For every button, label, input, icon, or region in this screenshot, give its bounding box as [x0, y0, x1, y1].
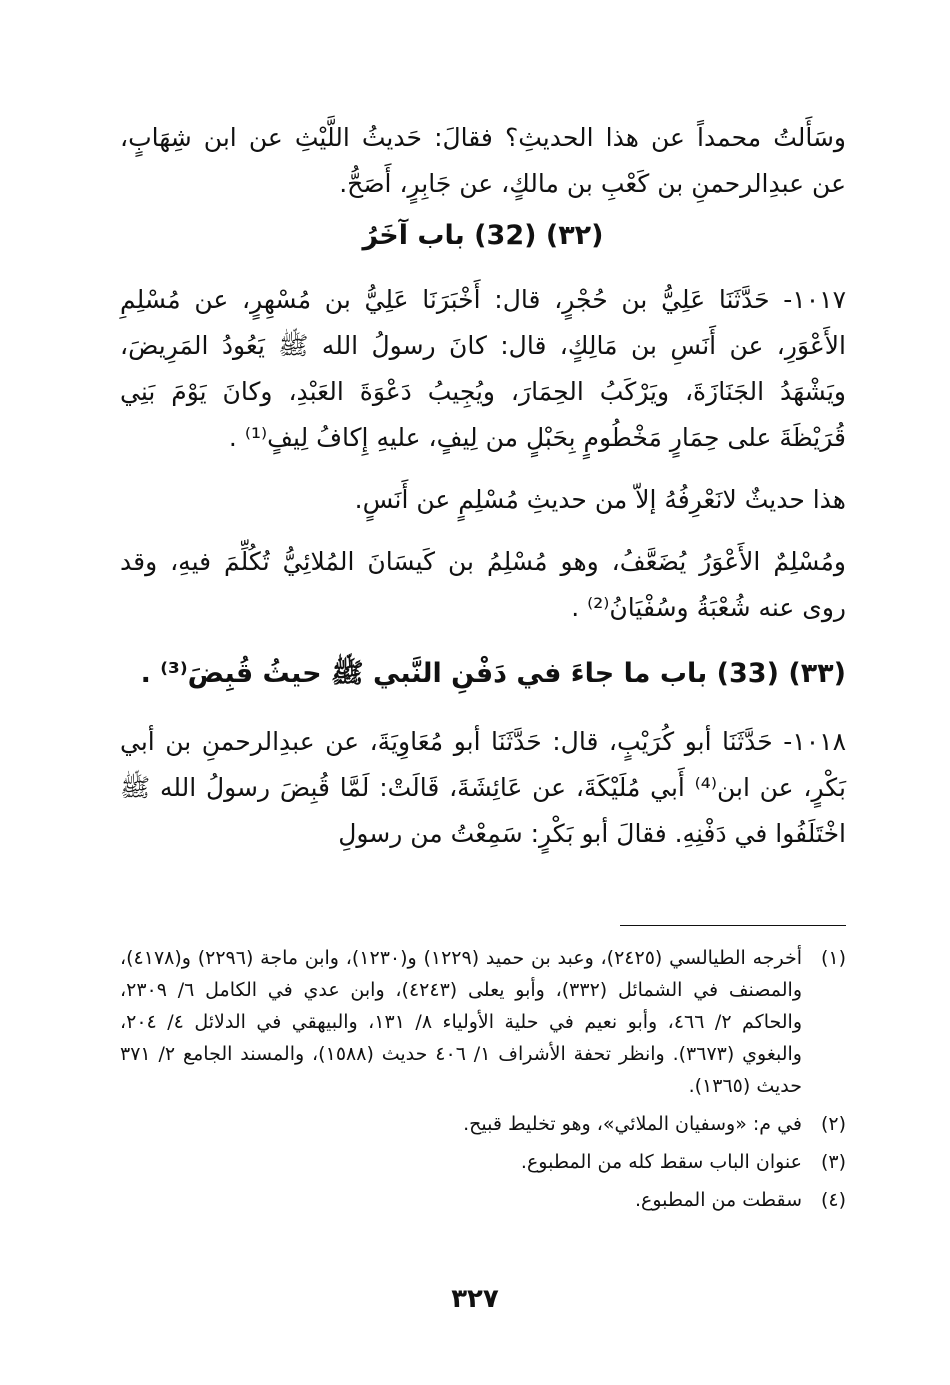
- footnote-number: (١): [820, 947, 846, 969]
- intro-paragraph: وسَأَلتُ محمداً عن هذا الحديثِ؟ فقالَ: حَديثُ اللَّيْثِ عن ابن شِهَابٍ، عن عبدِالرحمنِ بن كَعْبِ بن مالكٍ، عن جَابِرٍ، أَصَحُّ.: [120, 123, 846, 198]
- footnote-number: (٢): [820, 1113, 846, 1135]
- footnote-text: في م: «وسفيان الملائي»، وهو تخليط قبيح.: [463, 1113, 802, 1135]
- comment-paragraph-2: ومُسْلِمٌ الأَعْوَرُ يُضَعَّفُ، وهو مُسْلِمُ بن كَيسَانَ المُلائِيُّ تُكُلِّمَ فيهِ، وقد روى عنه شُعْبَةُ وسُفْيَانُ⁽²⁾ .: [120, 547, 846, 622]
- footnote: [120, 1108, 846, 1140]
- footnote: [120, 942, 846, 1102]
- comment-paragraph-1: هذا حديثٌ لانَعْرِفُهُ إلاّ من حديثِ مُسْلِمٍ عن أَنَسٍ.: [354, 485, 846, 514]
- chapter-heading-33: (٣٣) (33) باب ما جاءَ في دَفْنِ النَّبي ﷺ حيثُ قُبِضَ⁽³⁾ .: [140, 658, 846, 689]
- page-body: [120, 115, 846, 857]
- footnote-text: أخرجه الطيالسي (٢٤٢٥)، وعبد بن حميد (١٢٢٩) و(١٢٣٠)، وابن ماجة (٢٢٩٦) و(٤١٧٨)، والمصنف في الشمائل (٣٣٢)، وأبو يعلى (٤٢٤٣)، وابن عدي في الكامل ٦/ ٢٣٠٩، والحاكم ٢/ ٤٦٦، وأبو نعيم في حلية الأولياء ٨/ ١٣١، والبيهقي في الدلائل ٤/ ٢٠٤، والبغوي (٣٦٧٣). وانظر تحفة الأشراف ١/ ٤٠٦ حديث (١٥٨٨)، والمسند الجامع ٢/ ٣٧١ حديث (١٣٦٥).: [120, 947, 803, 1097]
- footnote-number: (٣): [820, 1151, 846, 1173]
- footnote: [120, 1184, 846, 1216]
- footnotes: [120, 942, 846, 1222]
- hadith-1017: ١٠١٧- حَدَّثَنَا عَلِيُّ بن حُجْرٍ، قال: أَخْبَرَنَا عَلِيُّ بن مُسْهِرٍ، عن مُسْلِمِ الأَعْوَرِ، عن أَنَسِ بن مَالِكٍ، قال: كانَ رسولُ الله ﷺ يَعُودُ المَرِيضَ، ويَشْهَدُ الجَنَازَةَ، ويَرْكَبُ الحِمَارَ، ويُجِيبُ دَعْوَةَ العَبْدِ، وكانَ يَوْمَ بَنِي قُرَيْظَةَ على حِمَارٍ مَخْطُومٍ بِحَبْلٍ من لِيفٍ، عليهِ إِكافُ لِيفٍ⁽¹⁾ .: [120, 285, 846, 452]
- hadith-1018: ١٠١٨- حَدَّثَنَا أبو كُرَيْبٍ، قال: حَدَّثَنَا أبو مُعَاوِيَةَ، عن عبدِالرحمنِ بن أبي بَكْرٍ، عن ابن⁽⁴⁾ أَبي مُلَيْكَةَ، عن عَائِشَةَ، قَالَتْ: لَمَّا قُبِضَ رسولُ الله ﷺ اخْتَلَفُوا في دَفْنِهِ. فقالَ أبو بَكْرٍ: سَمِعْتُ من رسولِ: [120, 727, 846, 848]
- footnote-text: سقطت من المطبوع.: [634, 1189, 802, 1211]
- footnote-separator: [620, 925, 846, 926]
- footnote-number: (٤): [820, 1189, 846, 1211]
- chapter-heading-32: (٣٢) (32) باب آخَرُ: [362, 220, 604, 251]
- footnote-text: عنوان الباب سقط كله من المطبوع.: [520, 1151, 802, 1173]
- footnote: [120, 1146, 846, 1178]
- page-number: ٣٢٧: [451, 1284, 499, 1314]
